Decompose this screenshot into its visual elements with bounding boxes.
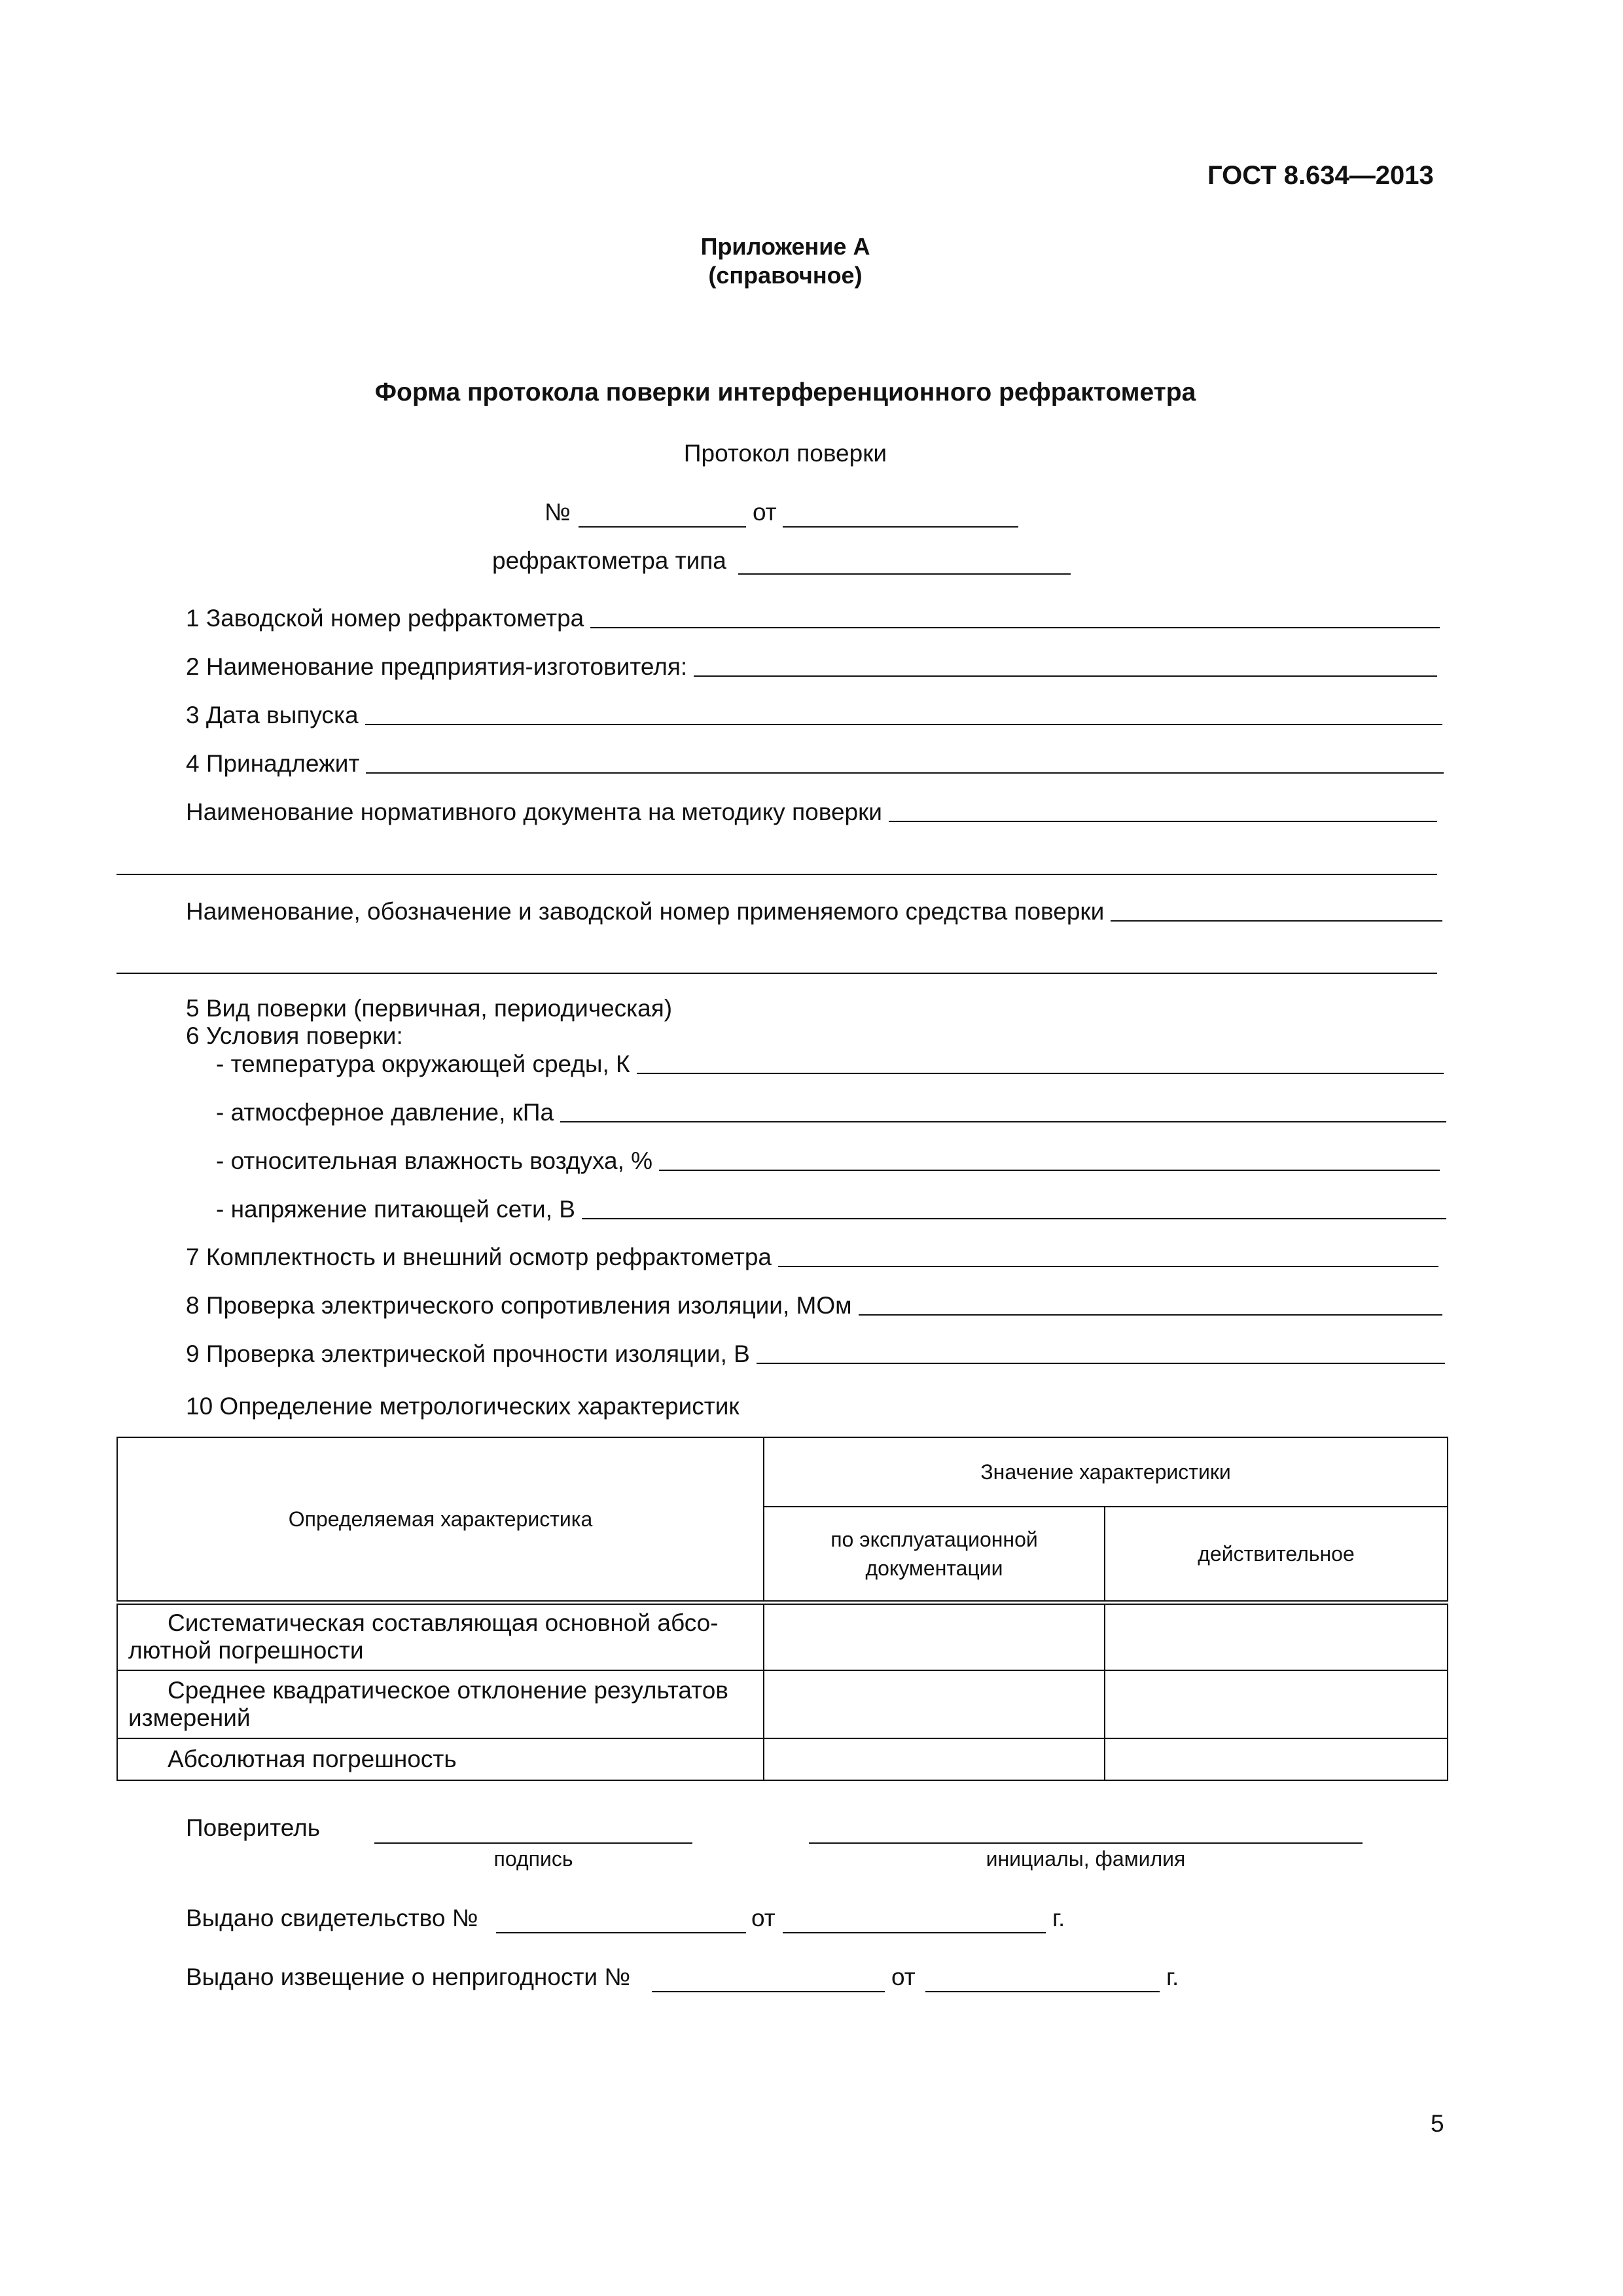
item-insulation-strength <box>186 1339 1445 1368</box>
table-cell-documentation[interactable] <box>764 1602 1105 1670</box>
verifier-label: Поверитель <box>186 1814 320 1841</box>
table-header-value: Значение характеристики <box>764 1437 1448 1507</box>
item-insulation-strength-label: 9 Проверка электрической прочности изоляции, В <box>186 1340 750 1367</box>
notice-date-field[interactable] <box>925 1991 1160 1992</box>
table-header-characteristic: Определяемая характеристика <box>117 1437 764 1602</box>
refractometer-type-field[interactable] <box>738 573 1071 575</box>
table-header-documentation-line2: документации <box>865 1556 1003 1580</box>
name-caption: инициалы, фамилия <box>986 1847 1186 1871</box>
condition-pressure-label: - атмосферное давление, кПа <box>216 1099 554 1126</box>
table-header-actual: действительное <box>1105 1507 1448 1602</box>
table-row-label-line1: Систематическая составляющая основной абсо- <box>168 1609 719 1637</box>
condition-temperature-label: - температура окружающей среды, К <box>216 1050 630 1077</box>
protocol-number-label: № <box>544 499 571 526</box>
item-completeness-field[interactable] <box>778 1266 1438 1267</box>
item-insulation-resistance-field[interactable] <box>859 1314 1442 1316</box>
table-row-label <box>117 1670 764 1738</box>
table-row <box>117 1670 1448 1738</box>
item-verification-type: 5 Вид поверки (первичная, периодическая) <box>186 995 673 1022</box>
table-row-label-line1: Среднее квадратическое отклонение результатов <box>168 1677 728 1704</box>
table-cell-actual[interactable] <box>1105 1738 1448 1780</box>
item-manufacturer <box>186 652 1437 681</box>
signature-field[interactable] <box>374 1842 692 1844</box>
condition-pressure <box>216 1098 1446 1126</box>
item-manufacturer-label: 2 Наименование предприятия-изготовителя: <box>186 653 688 680</box>
certificate-date-field[interactable] <box>783 1932 1046 1933</box>
item-completeness <box>186 1242 1438 1271</box>
item-insulation-strength-field[interactable] <box>757 1363 1445 1364</box>
item-serial-number-label: 1 Заводской номер рефрактометра <box>186 605 584 632</box>
table-row-label-line2: лютной погрешности <box>128 1637 364 1664</box>
item-conditions: 6 Условия поверки: <box>186 1022 403 1049</box>
condition-voltage <box>216 1194 1446 1223</box>
protocol-title: Протокол поверки <box>683 440 887 467</box>
item-metrological: 10 Определение метрологических характеристик <box>186 1393 740 1420</box>
notice-label: Выдано извещение о непригодности № <box>186 1964 631 1990</box>
notice-from-label: от <box>891 1964 916 1990</box>
condition-temperature-field[interactable] <box>637 1073 1444 1074</box>
verification-means-field[interactable] <box>1111 920 1442 922</box>
verification-means-label: Наименование, обозначение и заводской номер применяемого средства поверки <box>186 898 1105 925</box>
certificate-label: Выдано свидетельство № <box>186 1905 478 1931</box>
table-row <box>117 1738 1448 1780</box>
protocol-from-label: от <box>753 499 777 526</box>
table-cell-documentation[interactable] <box>764 1738 1105 1780</box>
table-row-label <box>117 1738 764 1780</box>
verification-means <box>186 897 1442 925</box>
item-release-date-label: 3 Дата выпуска <box>186 702 359 728</box>
appendix-subtitle: (справочное) <box>708 262 863 289</box>
table-cell-actual[interactable] <box>1105 1670 1448 1738</box>
protocol-number-field[interactable] <box>579 526 746 528</box>
item-insulation-resistance-label: 8 Проверка электрического сопротивления изоляции, МОм <box>186 1292 852 1319</box>
table-cell-actual[interactable] <box>1105 1602 1448 1670</box>
item-owner <box>186 749 1444 778</box>
appendix-title: Приложение А <box>700 233 870 260</box>
condition-voltage-field[interactable] <box>582 1218 1446 1219</box>
condition-temperature <box>216 1049 1444 1078</box>
table-row <box>117 1602 1448 1670</box>
certificate-from-label: от <box>751 1905 776 1931</box>
metrological-table <box>116 1437 1448 1781</box>
condition-voltage-label: - напряжение питающей сети, В <box>216 1196 575 1223</box>
form-title: Форма протокола поверки интерференционного рефрактометра <box>374 378 1196 406</box>
table-row-label-line1: Абсолютная погрешность <box>168 1746 457 1772</box>
standard-number: ГОСТ 8.634—2013 <box>1207 161 1434 190</box>
item-owner-label: 4 Принадлежит <box>186 750 360 777</box>
notice-number-field[interactable] <box>652 1991 885 1992</box>
item-insulation-resistance <box>186 1291 1442 1319</box>
signature-caption: подпись <box>493 1847 573 1871</box>
table-header-documentation-line1: по эксплуатационной <box>830 1527 1038 1551</box>
condition-humidity-label: - относительная влажность воздуха, % <box>216 1147 653 1174</box>
item-serial-number <box>186 603 1440 632</box>
normative-document-field-continuation[interactable] <box>116 874 1437 875</box>
condition-humidity <box>216 1146 1440 1175</box>
page-number: 5 <box>1431 2110 1444 2137</box>
item-release-date <box>186 700 1442 729</box>
item-serial-number-field[interactable] <box>590 627 1440 628</box>
table-row-label-line2: измерений <box>128 1704 251 1731</box>
condition-pressure-field[interactable] <box>560 1121 1446 1122</box>
table-header-documentation <box>764 1507 1105 1602</box>
item-release-date-field[interactable] <box>365 724 1442 725</box>
condition-humidity-field[interactable] <box>659 1170 1440 1171</box>
normative-document-field[interactable] <box>889 821 1437 822</box>
notice-year-label: г. <box>1166 1964 1179 1990</box>
table-row-label <box>117 1602 764 1670</box>
verification-means-field-continuation[interactable] <box>116 973 1437 974</box>
item-manufacturer-field[interactable] <box>694 675 1437 677</box>
protocol-date-field[interactable] <box>783 526 1018 528</box>
table-cell-documentation[interactable] <box>764 1670 1105 1738</box>
refractometer-type-label: рефрактометра типа <box>492 547 726 574</box>
item-completeness-label: 7 Комплектность и внешний осмотр рефрактометра <box>186 1244 772 1270</box>
normative-document <box>186 797 1437 826</box>
normative-document-label: Наименование нормативного документа на методику поверки <box>186 798 882 825</box>
certificate-year-label: г. <box>1052 1905 1065 1931</box>
certificate-number-field[interactable] <box>496 1932 746 1933</box>
item-owner-field[interactable] <box>366 772 1444 774</box>
name-field[interactable] <box>809 1842 1363 1844</box>
